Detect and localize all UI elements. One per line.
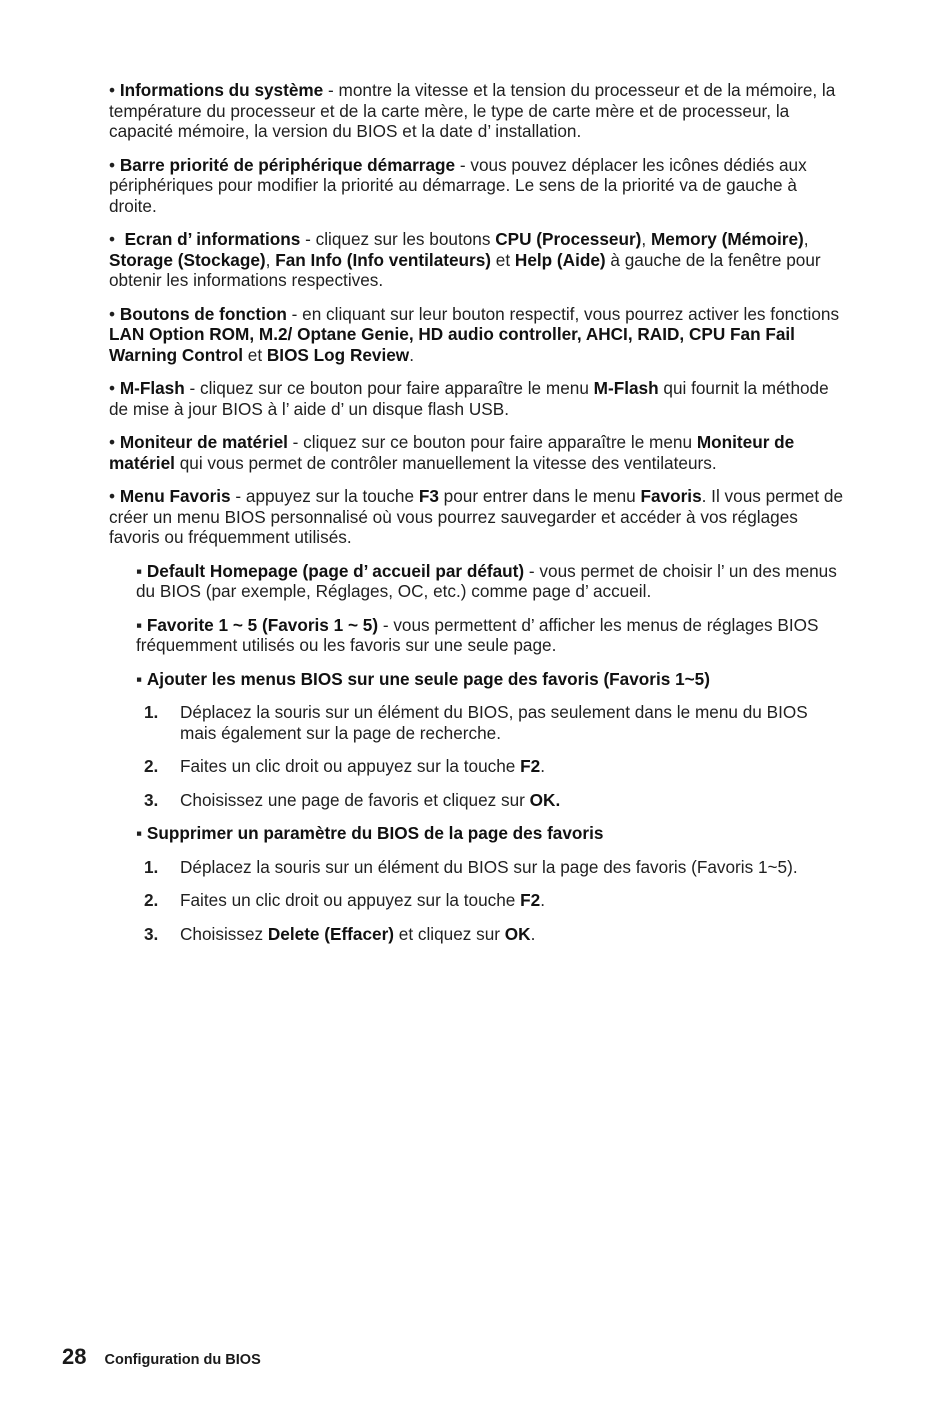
bullet: •: [109, 303, 116, 324]
item-text: .: [409, 344, 414, 365]
item-text: ,: [265, 249, 276, 270]
item-bold: Fan Info (Info ventilateurs): [275, 249, 492, 270]
sub-favorite-1-5: [136, 615, 844, 656]
bullet: •: [109, 154, 116, 175]
bullet: •: [109, 229, 116, 249]
step-text: Déplacez la souris sur un élément du BIOS sur la page des favoris (Favoris 1~5).: [180, 856, 798, 877]
item-text: et: [491, 249, 515, 270]
item-system-info: [109, 80, 844, 142]
document-body: [109, 80, 844, 957]
sub-remove-setting: [136, 823, 844, 844]
item-bold: Favoris: [640, 486, 702, 506]
item-bold: Moniteur de matériel: [109, 432, 795, 473]
sub-title: Favorite 1 ~ 5 (Favoris 1 ~ 5): [146, 614, 379, 635]
step-text: .: [540, 756, 545, 776]
sub-bullet: ▪: [136, 614, 143, 635]
item-title: Boutons de fonction: [119, 303, 287, 324]
page-footer: [62, 1344, 261, 1370]
item-title: Informations du système: [119, 80, 324, 100]
bullet: •: [109, 432, 116, 452]
item-hardware-monitor: [109, 432, 844, 473]
sub-desc: - vous permet de choisir l’ un des menus du BIOS (par exemple, Réglages, OC, etc.) comme page d’ accueil.: [136, 560, 837, 601]
step-text: Faites un clic droit ou appuyez sur la touche: [180, 756, 521, 776]
item-title: Barre priorité de périphérique démarrage: [119, 154, 456, 175]
item-bold: Storage (Stockage): [109, 249, 266, 270]
step-number: 1.: [144, 702, 159, 722]
step-remove-1: [144, 856, 844, 878]
sub-title: Supprimer un paramètre du BIOS de la page des favoris: [146, 823, 604, 843]
step-number: 3.: [144, 923, 159, 944]
item-text: ,: [641, 229, 651, 249]
step-text: Déplacez la souris sur un élément du BIOS, pas seulement dans le menu du BIOS mais également sur la page de recherche.: [180, 702, 808, 743]
sub-title: Default Homepage (page d’ accueil par défaut): [146, 560, 525, 581]
step-number: 2.: [144, 756, 159, 776]
step-text: Choisissez une page de favoris et cliquez sur: [180, 789, 530, 810]
item-bold: Help (Aide): [514, 249, 606, 270]
step-number: 3.: [144, 789, 159, 810]
step-add-1: [144, 702, 844, 743]
section-title: Configuration du BIOS: [104, 1352, 261, 1368]
item-desc: - vous pouvez déplacer les icônes dédiés aux périphériques pour modifier la priorité au démarrage. Le sens de la priorité va de gauche à droite.: [109, 154, 807, 216]
item-bold: M-Flash: [593, 378, 659, 398]
item-text: qui vous permet de contrôler manuellement la vitesse des ventilateurs.: [174, 452, 717, 473]
item-favorites-menu: [109, 486, 844, 548]
item-bold: LAN Option ROM, M.2/ Optane Genie, HD audio controller, AHCI, RAID, CPU Fan Fail Warning Control: [109, 324, 795, 365]
step-key: OK.: [529, 789, 561, 810]
item-text: qui fournit la méthode de mise à jour BIOS à l’ aide d’ un disque flash USB.: [109, 378, 829, 419]
step-key: F2: [520, 890, 541, 910]
sub-bullet: ▪: [136, 560, 143, 581]
item-text: - cliquez sur les boutons: [300, 229, 496, 249]
sub-desc: - vous permettent d’ afficher les menus de réglages BIOS fréquemment utilisés ou les favoris sur une seule page.: [136, 614, 819, 655]
item-title: Ecran d’ informations: [124, 229, 301, 249]
item-text: . Il vous permet de créer un menu BIOS personnalisé où vous pourrez sauvegarder et accéder à vos réglages favoris ou fréquemment utilisés.: [109, 486, 844, 547]
sub-bullet: ▪: [136, 823, 143, 843]
item-bold: F3: [418, 486, 439, 506]
item-bold: Memory (Mémoire): [650, 229, 804, 249]
bullet: •: [109, 80, 116, 100]
step-text: et cliquez sur: [393, 923, 505, 944]
item-bold: CPU (Processeur): [495, 229, 642, 249]
step-number: 1.: [144, 856, 159, 877]
sub-default-homepage: [136, 561, 844, 602]
step-text: Choisissez: [180, 923, 268, 944]
step-text: .: [540, 890, 545, 910]
item-boot-priority: [109, 155, 844, 217]
step-remove-2: [144, 890, 844, 911]
item-text: ,: [803, 229, 809, 249]
step-key: Delete (Effacer): [267, 923, 394, 944]
step-key: F2: [520, 756, 541, 776]
item-text: à gauche de la fenêtre pour obtenir les informations respectives.: [109, 249, 821, 290]
item-title: M-Flash: [119, 378, 185, 398]
item-text: et: [242, 344, 267, 365]
item-text: pour entrer dans le menu: [438, 486, 641, 506]
sub-bullet: ▪: [136, 668, 143, 689]
step-number: 2.: [144, 890, 159, 910]
item-text: - appuyez sur la touche: [230, 486, 419, 506]
page-number: 28: [62, 1344, 87, 1369]
sub-title: Ajouter les menus BIOS sur une seule page des favoris (Favoris 1~5): [146, 668, 710, 689]
bullet: •: [109, 486, 116, 506]
item-title: Menu Favoris: [119, 486, 231, 506]
item-text: - en cliquant sur leur bouton respectif, vous pourrez activer les fonctions: [286, 303, 840, 324]
item-title: Moniteur de matériel: [119, 432, 288, 452]
step-remove-3: [144, 923, 844, 945]
item-text: - cliquez sur ce bouton pour faire apparaître le menu: [287, 432, 697, 452]
item-bold: BIOS Log Review: [266, 344, 410, 365]
bullet: •: [109, 378, 116, 398]
item-function-buttons: [109, 304, 844, 366]
item-info-screen: [109, 229, 844, 291]
step-add-2: [144, 756, 844, 777]
step-text: .: [530, 923, 536, 944]
step-add-3: [144, 789, 844, 811]
item-desc: - montre la vitesse et la tension du processeur et de la mémoire, la température du processeur et de la carte mère, le type de carte mère et de processeur, la capacité mémoire, la version du BIOS et la date d’ installation.: [109, 80, 836, 141]
item-text: - cliquez sur ce bouton pour faire apparaître le menu: [184, 378, 594, 398]
item-m-flash: [109, 378, 844, 419]
step-text: Faites un clic droit ou appuyez sur la touche: [180, 890, 521, 910]
sub-add-menus: [136, 669, 844, 690]
step-key: OK: [504, 923, 531, 944]
